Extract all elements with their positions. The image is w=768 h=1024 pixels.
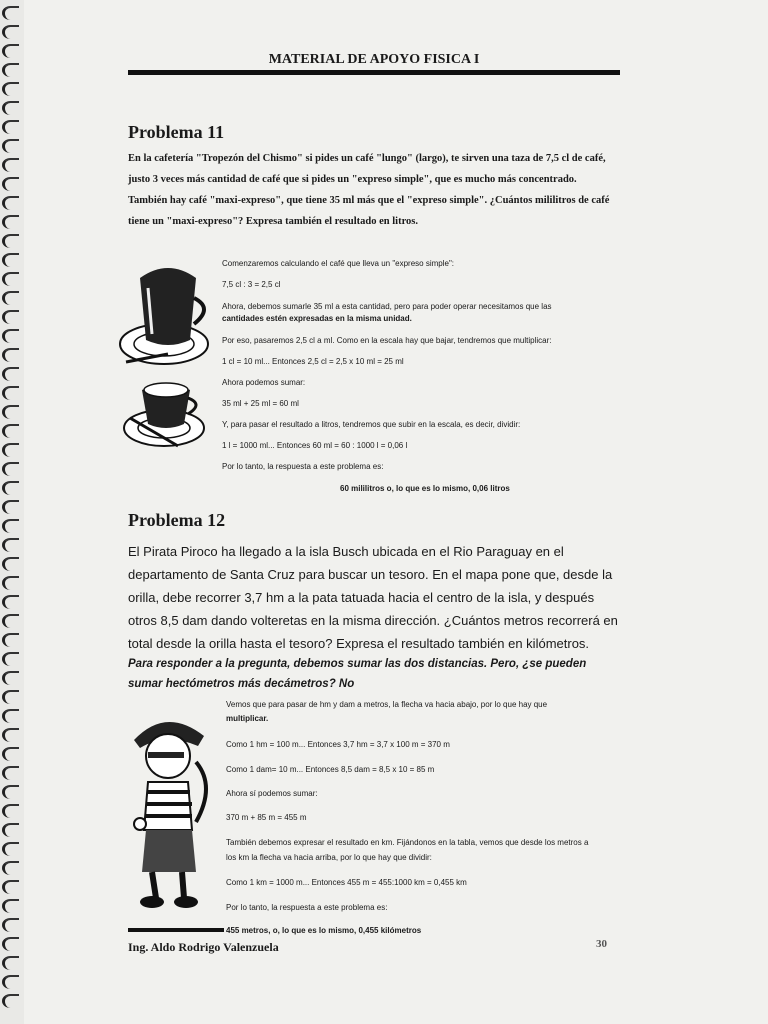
spiral-ring [2,367,19,381]
p11-step-9: Y, para pasar el resultado a litros, tendremos que subir en la escala, es decir, dividir: [222,420,521,429]
spiral-ring [2,348,19,362]
p11-step-5: Por eso, pasaremos 2,5 cl a ml. Como en la escala hay que bajar, tendremos que multiplicar: [222,336,552,345]
spiral-ring [2,158,19,172]
p12-step-4: Como 1 dam= 10 m... Entonces 8,5 dam = 8,5 x 10 = 85 m [226,765,435,774]
p12-step-8: los km la flecha va hacia arriba, por lo que hay que dividir: [226,853,432,862]
spiral-ring [2,785,19,799]
spiral-ring [2,177,19,191]
spiral-ring [2,557,19,571]
spiral-ring [2,709,19,723]
p11-step-2: 7,5 cl : 3 = 2,5 cl [222,280,281,289]
spiral-ring [2,443,19,457]
spiral-ring [2,386,19,400]
spiral-ring [2,196,19,210]
spiral-ring [2,937,19,951]
p12-answer: 455 metros, o, lo que es lo mismo, 0,455 kilómetros [226,926,422,935]
spiral-ring [2,595,19,609]
p12-step-7: También debemos expresar el resultado en km. Fijándonos en la tabla, vemos que desde los metros a [226,838,589,847]
spiral-ring [2,671,19,685]
problem-11-statement: En la cafetería "Tropezón del Chismo" si pides un café "lungo" (largo), te sirven una taza de 7,5 cl de café, justo 3 veces más cantidad de café que si pides un "expreso simple", que es mucho más concentrado. También hay café "maxi-expreso", que tiene 35 ml más que el "expreso simple". ¿Cuántos mililitros de café tiene un "maxi-expreso"? Expresa también el resultado en litros. [128,153,610,227]
spiral-ring [2,234,19,248]
problem-11-title: Problema 11 [128,122,225,142]
spiral-ring [2,44,19,58]
pirate-illustration [126,712,216,912]
p12-step-5: Ahora sí podemos sumar: [226,789,318,798]
p11-step-4: cantidades estén expresadas en la misma unidad. [222,314,412,323]
spiral-ring [2,899,19,913]
spiral-ring [2,25,19,39]
spiral-ring [2,614,19,628]
spiral-ring [2,424,19,438]
page-number: 30 [596,938,607,950]
spiral-ring [2,462,19,476]
spiral-ring [2,120,19,134]
spiral-ring [2,481,19,495]
spiral-ring [2,918,19,932]
spiral-ring [2,291,19,305]
spiral-ring [2,310,19,324]
spiral-ring [2,329,19,343]
spiral-ring [2,139,19,153]
spiral-ring [2,82,19,96]
spiral-ring [2,842,19,856]
problem-12-title: Problema 12 [128,510,226,530]
page-header-title: MATERIAL DE APOYO FISICA I [268,52,480,67]
p11-step-6: 1 cl = 10 ml... Entonces 2,5 cl = 2,5 x 10 ml = 25 ml [222,357,404,366]
footer-divider [128,928,224,932]
spiral-ring [2,215,19,229]
spiral-ring [2,405,19,419]
p11-step-3: Ahora, debemos sumarle 35 ml a esta cantidad, pero para poder operar necesitamos que las [222,302,552,311]
header-divider [128,70,620,75]
p12-step-3: Como 1 hm = 100 m... Entonces 3,7 hm = 3,7 x 100 m = 370 m [226,740,450,749]
spiral-ring [2,728,19,742]
spiral-ring [2,63,19,77]
p11-step-8: 35 ml + 25 ml = 60 ml [222,399,299,408]
spiral-ring [2,861,19,875]
footer-author: Ing. Aldo Rodrigo Valenzuela [128,940,279,954]
p12-step-6: 370 m + 85 m = 455 m [226,813,307,822]
spiral-ring [2,994,19,1008]
problem-12-statement: El Pirata Piroco ha llegado a la isla Busch ubicada en el Rio Paraguay en el departamento de Santa Cruz para buscar un tesoro. En el mapa pone que, desde la orilla, debe recorrer 3,7 hm a la pata tatuada hacia el centro de la isla, y después otros 8,5 dam dando volteretas en la misma dirección. ¿Cuántos metros recorrerá en total desde la orilla hasta el tesoro? Expresa el resultado también en kilómetros. [128,544,618,651]
spiral-ring [2,101,19,115]
spiral-ring [2,747,19,761]
spiral-ring [2,500,19,514]
problem-12-question: Para responder a la pregunta, debemos sumar las dos distancias. Pero, ¿se pueden sumar hectómetros más decámetros? No [128,658,587,690]
spiral-ring [2,272,19,286]
spiral-ring [2,766,19,780]
coffee-cups-illustration [118,258,218,454]
spiral-ring [2,823,19,837]
p11-step-11: Por lo tanto, la respuesta a este problema es: [222,462,384,471]
spiral-ring [2,253,19,267]
spiral-ring [2,690,19,704]
p11-step-7: Ahora podemos sumar: [222,378,306,387]
p11-answer: 60 mililitros o, lo que es lo mismo, 0,06 litros [340,484,510,493]
notebook-spiral-binding [0,0,22,1024]
p11-step-10: 1 l = 1000 ml... Entonces 60 ml = 60 : 1000 l = 0,06 l [222,441,408,450]
spiral-ring [2,633,19,647]
spiral-ring [2,6,19,20]
spiral-ring [2,804,19,818]
p12-step-2: multiplicar. [226,714,269,723]
spiral-ring [2,880,19,894]
spiral-ring [2,519,19,533]
p12-step-1: Vemos que para pasar de hm y dam a metros, la flecha va hacia abajo, por lo que hay que [226,700,548,709]
p12-step-9: Como 1 km = 1000 m... Entonces 455 m = 455:1000 km = 0,455 km [226,878,467,887]
spiral-ring [2,576,19,590]
spiral-ring [2,956,19,970]
p11-step-1: Comenzaremos calculando el café que lleva un "expreso simple": [222,259,455,268]
spiral-ring [2,652,19,666]
spiral-ring [2,975,19,989]
p12-step-10: Por lo tanto, la respuesta a este problema es: [226,903,388,912]
spiral-ring [2,538,19,552]
